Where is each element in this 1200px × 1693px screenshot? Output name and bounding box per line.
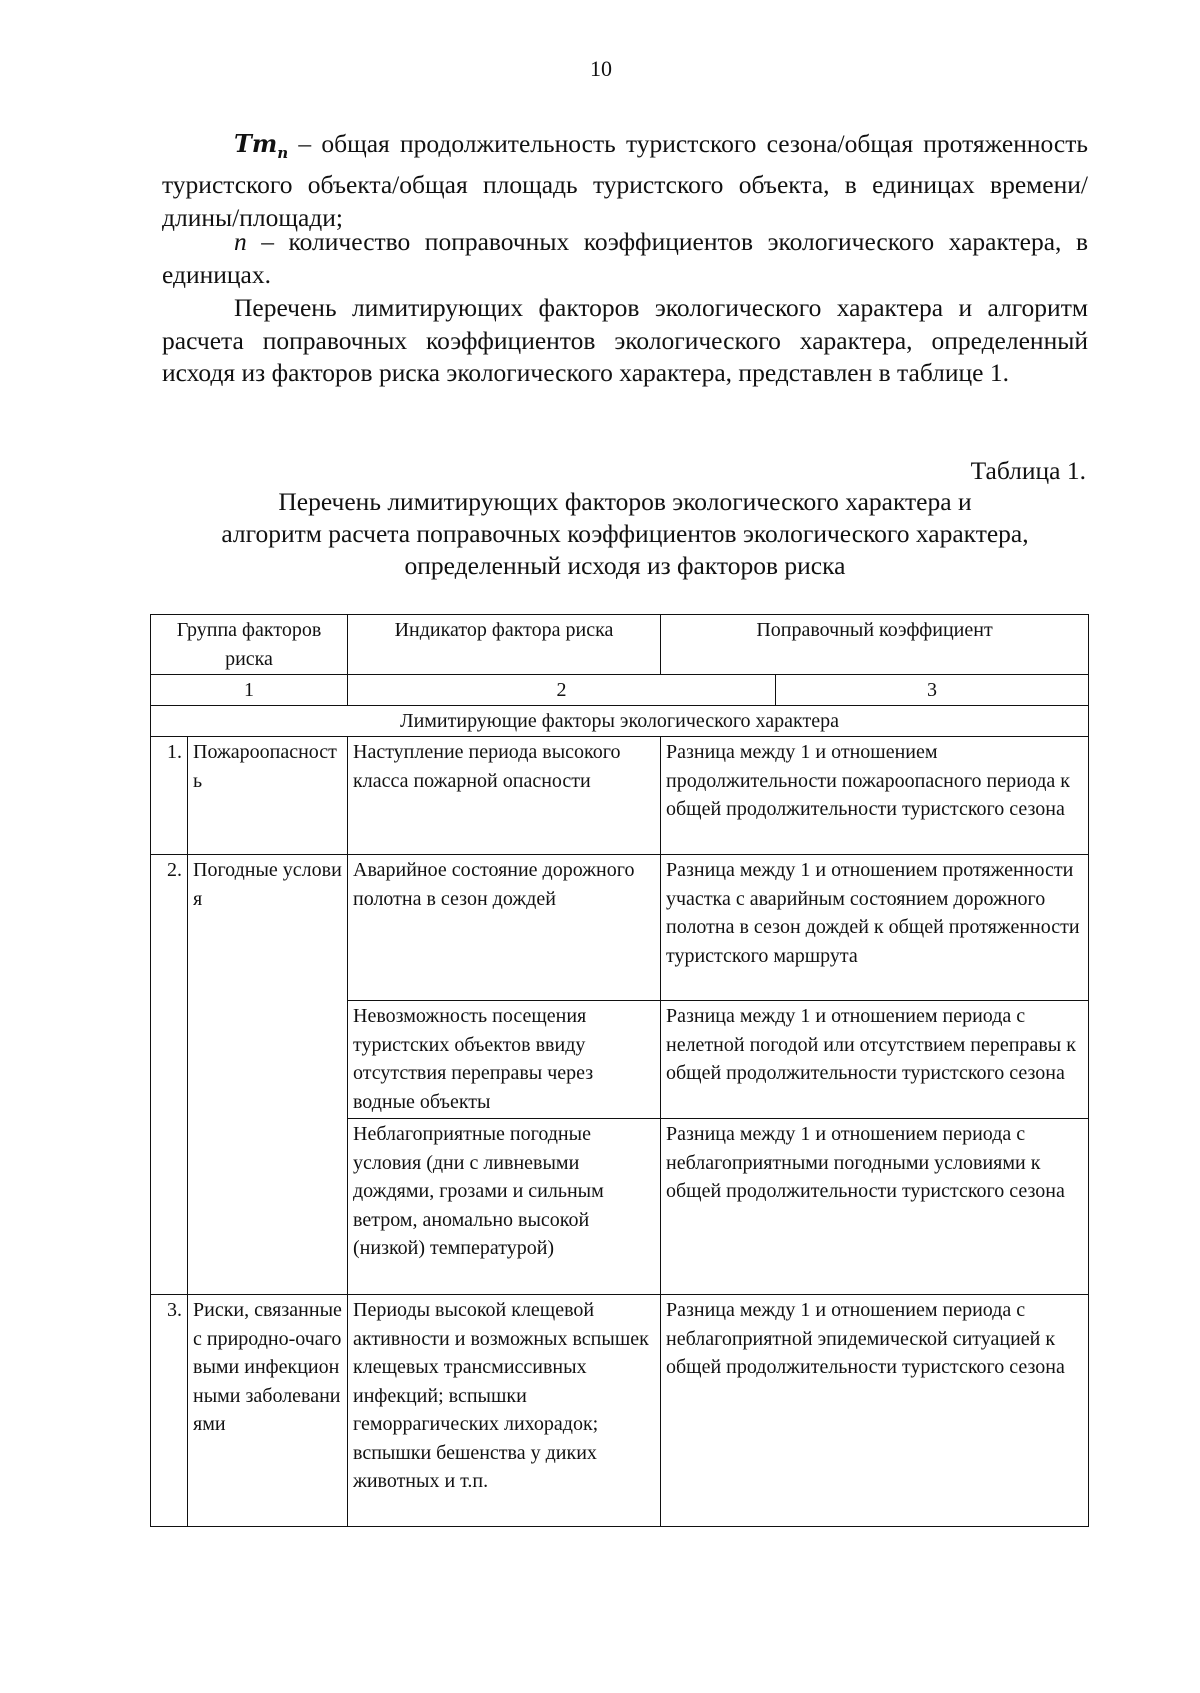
- correction-coefficient: Разница между 1 и отношением продолжительности пожароопасного периода к общей продолжительности туристского сезона: [661, 737, 1089, 855]
- section-title: Лимитирующие факторы экологического характера: [151, 706, 1089, 737]
- tm-symbol: $Tm_n$: [234, 129, 289, 162]
- section-row: [151, 706, 1089, 737]
- n-symbol: n: [234, 227, 247, 256]
- table-row: [151, 737, 1089, 855]
- column-number: 2: [348, 675, 776, 706]
- risk-indicator: Периоды высокой клещевой активности и возможных вспышек клещевых трансмиссивных инфекций; вспышки геморрагических лихорадок; вспышки бешенства у диких животных и т.п.: [348, 1295, 661, 1527]
- n-definition: n – количество поправочных коэффициентов экологического характера, в единицах.: [162, 227, 1088, 289]
- risk-group: Риски, связанные с природно-очаговыми инфекционными заболеваниями: [188, 1295, 348, 1527]
- table-row: [151, 855, 1089, 1001]
- column-number: 1: [151, 675, 348, 706]
- risk-group: Погодные условия: [188, 855, 348, 1295]
- correction-coefficient: Разница между 1 и отношением периода с нелетной погодой или отсутствием переправы к общей продолжительности туристского сезона: [661, 1001, 1089, 1119]
- table-row: [151, 1295, 1089, 1527]
- row-number: 3.: [151, 1295, 188, 1527]
- table-label: Таблица 1.: [970, 456, 1086, 485]
- risk-factors-table: [150, 614, 1089, 1527]
- correction-coefficient: Разница между 1 и отношением периода с неблагоприятной эпидемической ситуацией к общей продолжительности туристского сезона: [661, 1295, 1089, 1527]
- risk-indicator: Невозможность посещения туристских объектов ввиду отсутствия переправы через водные объекты: [348, 1001, 661, 1119]
- correction-coefficient: Разница между 1 и отношением протяженности участка с аварийным состоянием дорожного полотна в сезон дождей к общей протяженности туристского маршрута: [661, 855, 1089, 1001]
- header-group: Группа факторов риска: [151, 615, 348, 675]
- column-number-row: [151, 675, 1089, 706]
- header-indicator: Индикатор фактора риска: [348, 615, 661, 675]
- correction-coefficient: Разница между 1 и отношением периода с неблагоприятными погодными условиями к общей продолжительности туристского сезона: [661, 1119, 1089, 1295]
- table-title: Перечень лимитирующих факторов экологического характера и алгоритм расчета поправочных коэффициентов экологического характера, определенный исходя из факторов риска: [221, 487, 1029, 580]
- tm-definition: $Tm_n$ – общая продолжительность туристского сезона/общая протяженность туристского объекта/общая площадь туристского объекта, в единицах времени/длины/площади;: [162, 129, 1088, 232]
- risk-indicator: Аварийное состояние дорожного полотна в сезон дождей: [348, 855, 661, 1001]
- page-number: 10: [590, 56, 612, 81]
- table-header-row: [151, 615, 1089, 675]
- intro-paragraph: Перечень лимитирующих факторов экологического характера и алгоритм расчета поправочных коэффициентов экологического характера, определенный исходя из факторов риска экологического характера, представлен в таблице 1.: [162, 293, 1088, 387]
- header-coefficient: Поправочный коэффициент: [661, 615, 1089, 675]
- risk-indicator: Неблагоприятные погодные условия (дни с ливневыми дождями, грозами и сильным ветром, аномально высокой (низкой) температурой): [348, 1119, 661, 1295]
- column-number: 3: [776, 675, 1089, 706]
- risk-group: Пожароопасность: [188, 737, 348, 855]
- risk-indicator: Наступление периода высокого класса пожарной опасности: [348, 737, 661, 855]
- row-number: 2.: [151, 855, 188, 1295]
- row-number: 1.: [151, 737, 188, 855]
